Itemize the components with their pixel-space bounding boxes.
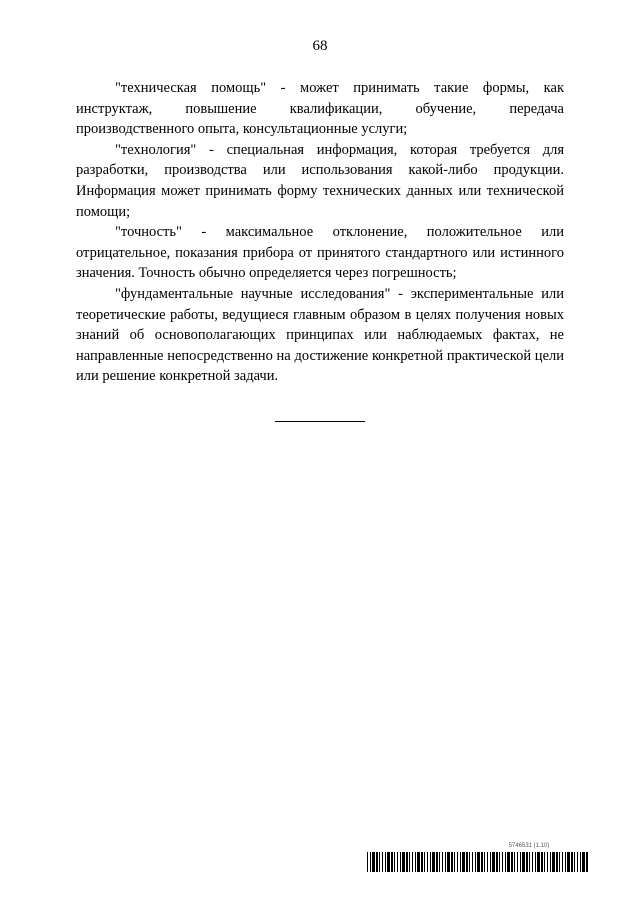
barcode-caption: 5746531 (1.10) <box>508 843 550 849</box>
paragraph-technical-assistance: "техническая помощь" - может принимать такие формы, как инструктаж, повышение квалификации, обучение, передача производственного опыта, консультационные услуги; <box>76 80 564 138</box>
page-number: 68 <box>312 38 328 54</box>
barcode-image <box>367 852 589 872</box>
paragraph-accuracy: "точность" - максимальное отклонение, положительное или отрицательное, показания прибора от принятого стандартного или истинного значения. Точность обычно определяется через погрешность; <box>76 224 564 282</box>
section-divider <box>275 421 365 422</box>
document-body <box>76 78 564 387</box>
paragraph-technology: "технология" - специальная информация, которая требуется для разработки, производства или использования какой-либо продукции. Информация может принимать форму технических данных или технической помощи; <box>76 141 564 220</box>
paragraph-fundamental-research: "фундаментальные научные исследования" - экспериментальные или теоретические работы, ведущиеся главным образом в целях получения новых знаний об основополагающих принципах или наблюдаемых фактах, не направленные непосредственно на достижение конкретной практической цели или решение конкретной задачи. <box>76 285 564 385</box>
